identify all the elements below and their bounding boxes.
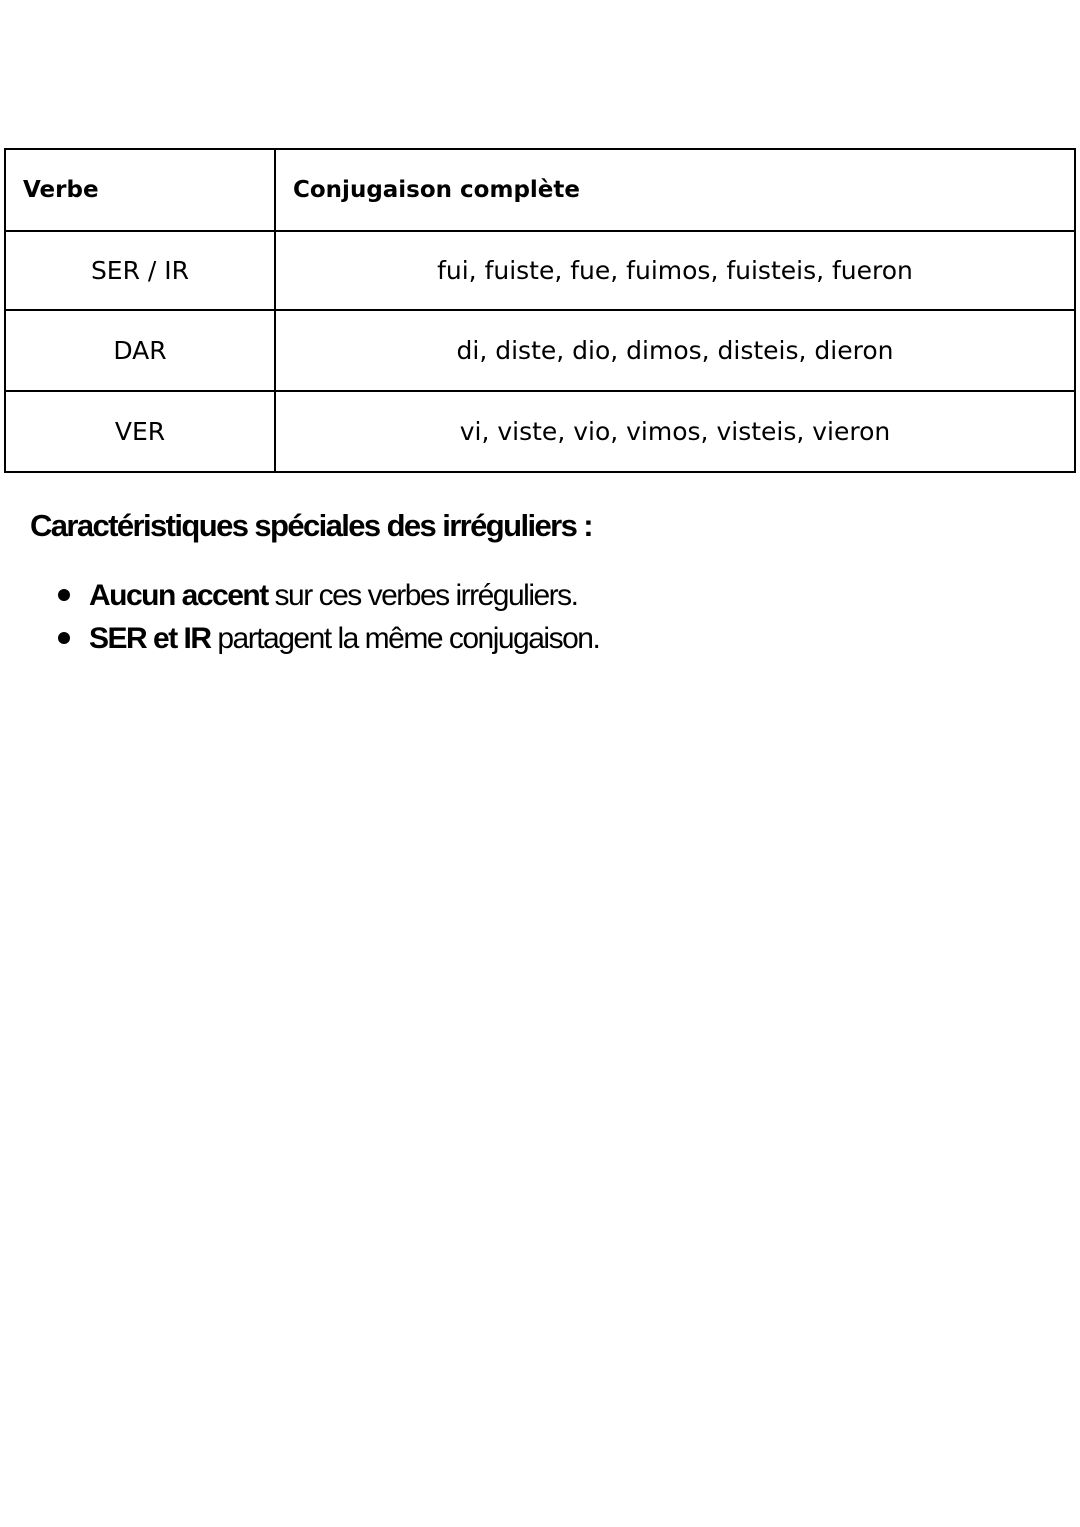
verb-cell: DAR [5, 310, 275, 391]
bullet-icon [58, 589, 70, 601]
note-bold-text: Aucun accent [89, 579, 268, 612]
verb-cell: VER [5, 391, 275, 472]
bullet-icon [58, 632, 70, 644]
table-row [5, 231, 1075, 310]
conjugation-cell: fui, fuiste, fue, fuimos, fuisteis, fueron [275, 231, 1075, 310]
table-header-row [5, 149, 1075, 231]
conjugation-table [4, 148, 1076, 473]
table-row [5, 391, 1075, 472]
header-conjugation: Conjugaison complète [275, 149, 1075, 231]
note-text: partagent la même conjugaison. [210, 622, 600, 655]
list-item [55, 617, 599, 660]
conjugation-cell: di, diste, dio, dimos, disteis, dieron [275, 310, 1075, 391]
list-item [55, 574, 599, 617]
verb-cell: SER / IR [5, 231, 275, 310]
note-text: sur ces verbes irréguliers. [267, 579, 578, 612]
notes-list [55, 574, 599, 660]
conjugation-cell: vi, viste, vio, vimos, visteis, vieron [275, 391, 1075, 472]
header-verb: Verbe [5, 149, 275, 231]
note-bold-text: SER et IR [89, 622, 211, 655]
table-row [5, 310, 1075, 391]
notes-title: Caractéristiques spéciales des irréguliers : [30, 508, 592, 543]
